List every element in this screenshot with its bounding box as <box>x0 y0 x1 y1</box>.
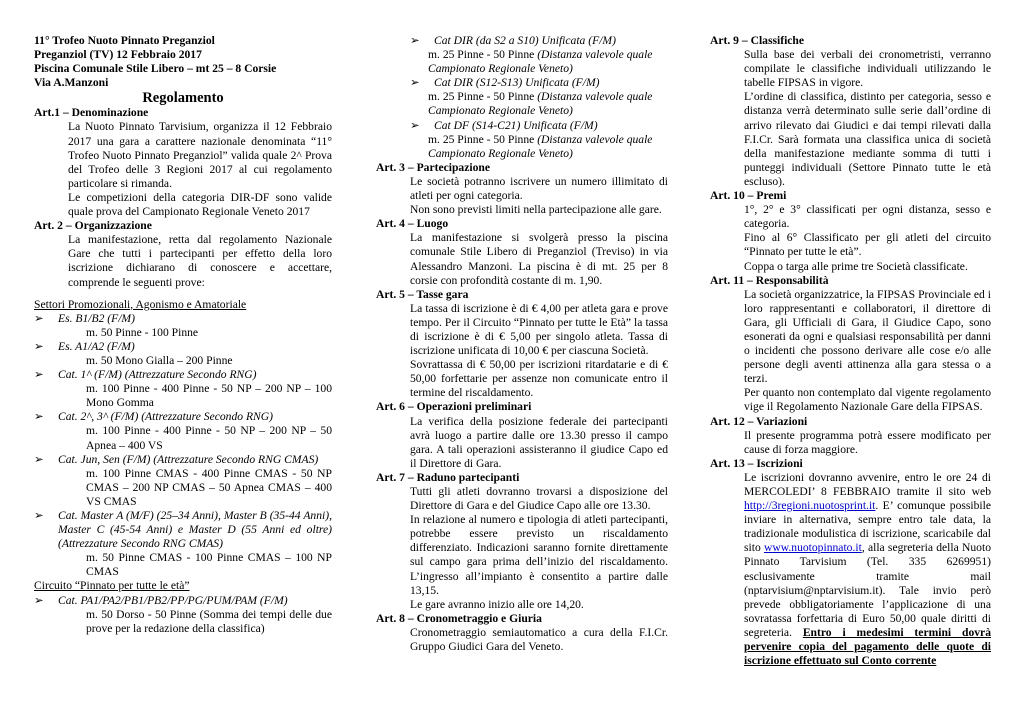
events-text: m. 25 Pinne - 50 Pinne <box>428 48 535 62</box>
art13-paragraph-1 <box>744 471 991 668</box>
nuotopinnato-link[interactable]: www.nuotopinnato.it <box>764 541 862 555</box>
arrow-bullet-icon: ➢ <box>34 339 44 353</box>
art5-heading: Art. 5 – Tasse gara <box>376 287 469 301</box>
category-events: m. 50 Pinne - 100 Pinne <box>86 325 199 339</box>
category-label: Es. B1/B2 (F/M) <box>58 311 135 325</box>
iscrizioni-text-c: , alla segreteria della Nuoto Pinnato Tarvisium (Tel. 335 6269951) esclusivamente tramite mail (nptarvisium@nptarvisium.it). Tale invio però prevede obbligatoriamente l’applicazione di una sovratassa forfettaria di Euro 50,00 quale diritti di segreteria. <box>744 541 991 639</box>
category-label: Cat. PA1/PA2/PB1/PB2/PP/PG/PUM/PAM (F/M) <box>58 593 288 607</box>
arrow-bullet-icon: ➢ <box>34 311 44 325</box>
events-text: m. 25 Pinne - 50 Pinne <box>428 90 535 104</box>
category-label: Cat. Master A (M/F) (25–34 Anni), Master B (35-44 Anni), Master C (45-54 Anni) e Master D (55 Anni ed oltre)(Attrezzature Secondo RNG CMAS) <box>58 509 332 551</box>
art10-heading: Art. 10 – Premi <box>710 189 787 203</box>
arrow-bullet-icon: ➢ <box>34 593 44 607</box>
arrow-bullet-icon: ➢ <box>410 76 420 90</box>
art4-paragraph-1: La manifestazione si svolgerà presso la piscina comunale Stile Libero di Preganziol (Treviso) in via Alessandro Manzoni. La piscina è di mt. 25 per 8 corsie con profondità costante di m. 1,90. <box>410 231 668 287</box>
column-2 <box>376 34 668 654</box>
arrow-bullet-icon: ➢ <box>410 34 420 47</box>
art10-paragraph-1: 1°, 2° e 3° classificati per ogni distanza, sesso e categoria. <box>744 203 991 231</box>
category-label: Cat. Jun, Sen (F/M) (Attrezzature Secondo RNG CMAS) <box>58 452 319 466</box>
art8-paragraph-1: Cronometraggio semiautomatico a cura della F.I.Cr. Gruppo Giudici Gara del Veneto. <box>410 625 668 654</box>
art7-paragraph-2: In relazione al numero e tipologia di atleti partecipanti, potrebbe essere previsto un riscaldamento differenziato. Indicazioni saranno fornite direttamente sul campo gara prima dell’inizio del riscaldamento. L’ingresso all’impianto è consentito a partire dalle 13,15. <box>410 513 668 597</box>
header-line-4: Via A.Manzoni <box>34 76 109 90</box>
events-note: (Distanza valevole quale Campionato Regionale Veneto) <box>428 132 653 160</box>
category-label: Cat. 2^, 3^ (F/M) (Attrezzature Secondo RNG) <box>58 410 273 424</box>
category-label: Cat DF (S14-C21) Unificata (F/M) <box>434 118 598 132</box>
section-promozionali: Settori Promozionali, Agonismo e Amatoriale <box>34 297 247 311</box>
list-item <box>34 594 332 608</box>
art3-paragraph-2: Non sono previsti limiti nella partecipazione alle gare. <box>410 203 662 217</box>
art11-paragraph-2: Per quanto non contemplato dal vigente regolamento vige il Regolamento Nazionale Gare della FIPSAS. <box>744 386 991 414</box>
category-label: Es. A1/A2 (F/M) <box>58 339 135 353</box>
iscrizioni-website-link[interactable]: http://3regioni.nuotosprint.it <box>744 499 876 513</box>
art10-paragraph-3: Coppa o targa alle prime tre Società classificate. <box>744 259 968 273</box>
art13-heading: Art. 13 – Iscrizioni <box>710 456 803 470</box>
art5-paragraph-2: Sovrattassa di € 50,00 per iscrizioni ritardatarie e di € 50,00 forfettarie per assenze non comunicate entro il termine del riscaldamento. <box>410 358 668 400</box>
category-label: Cat DIR (da S2 a S10) Unificata (F/M) <box>434 34 616 47</box>
category-label: Cat DIR (S12-S13) Unificata (F/M) <box>434 76 600 90</box>
section-circuito: Circuito “Pinnato per tutte le età” <box>34 579 190 593</box>
art8-heading: Art. 8 – Cronometraggio e Giuria <box>376 611 542 625</box>
arrow-bullet-icon: ➢ <box>34 410 44 424</box>
list-item <box>34 340 332 354</box>
category-label: Cat. 1^ (F/M) (Attrezzature Secondo RNG) <box>58 368 257 382</box>
art7-paragraph-1: Tutti gli atleti dovranno trovarsi a disposizione del Direttore di Gara e del Giudice Capo alle ore 13.30. <box>410 485 668 513</box>
list-item <box>410 119 668 133</box>
iscrizioni-text-d: Entro i medesimi termini dovrà pervenire copia del pagamento delle quote di iscrizione effettuato sul Conto corrente <box>744 625 991 668</box>
arrow-bullet-icon: ➢ <box>34 452 44 466</box>
art6-paragraph-1: La verifica della posizione federale dei partecipanti avrà luogo a partire dalle ore 13.30 presso il campo gara. A tali operazioni assisteranno il giudice Capo ed il Direttore di Gara. <box>410 414 668 470</box>
art11-heading: Art. 11 – Responsabilità <box>710 273 829 287</box>
list-item <box>34 368 332 382</box>
arrow-bullet-icon: ➢ <box>34 509 44 522</box>
list-item <box>34 312 332 326</box>
art1-paragraph-2: Le competizioni della categoria DIR-DF sono valide quale prova del Campionato Regionale Veneto 2017 <box>68 190 332 219</box>
list-item <box>410 34 668 48</box>
category-events: m. 50 Dorso - 50 Pinne (Somma dei tempi delle due prove per la redazione della classifica) <box>86 607 332 635</box>
list-item <box>410 76 668 90</box>
art10-paragraph-2: Fino al 6° Classificato per gli atleti del circuito “Pinnato per tutte le età”. <box>744 231 991 259</box>
list-item <box>34 509 332 551</box>
art2-paragraph-1: La manifestazione, retta dal regolamento Nazionale Gare che tutti i partecipanti per effetto della loro iscrizione dichiarano di conoscere e accettare, comprende le seguenti prove: <box>68 233 332 289</box>
column-1 <box>34 34 332 636</box>
list-item <box>34 410 332 424</box>
events-text: m. 25 Pinne - 50 Pinne <box>428 132 535 146</box>
art7-heading: Art. 7 – Raduno partecipanti <box>376 470 520 484</box>
arrow-bullet-icon: ➢ <box>410 118 420 132</box>
art2-heading: Art. 2 – Organizzazione <box>34 219 152 233</box>
header-line-1: 11° Trofeo Nuoto Pinnato Preganziol <box>34 34 215 47</box>
category-events <box>428 90 668 118</box>
art6-heading: Art. 6 – Operazioni preliminari <box>376 400 532 414</box>
page-title: Regolamento <box>142 90 224 107</box>
art9-heading: Art. 9 – Classifiche <box>710 34 805 47</box>
art9-paragraph-1: Sulla base dei verbali dei cronometristi, verranno compilate le classifiche individuali utilizzando le tabelle FIPSAS in vigore. <box>744 48 991 90</box>
art5-paragraph-1: La tassa di iscrizione è di € 4,00 per atleta gara e prove tempo. Per il Circuito “Pinnato per tutte le Età” la tassa di iscrizione è di € 5,00 per singolo atleta. Tassa di iscrizione unificata di 10,00 € per ciascuna Società. <box>410 301 668 358</box>
category-events: m. 100 Pinne - 400 Pinne - 50 NP – 200 NP – 50 Apnea – 400 VS <box>86 424 332 452</box>
arrow-bullet-icon: ➢ <box>34 368 44 382</box>
category-events <box>428 133 668 161</box>
category-events: m. 100 Pinne - 400 Pinne - 50 NP – 200 NP – 100 Mono Gomma <box>86 382 332 410</box>
art12-paragraph-1: Il presente programma potrà essere modificato per cause di forza maggiore. <box>744 428 991 456</box>
category-events: m. 50 Mono Gialla – 200 Pinne <box>86 353 233 367</box>
iscrizioni-text-b: . E’ comunque possibile inviare in alternativa, sempre entro tale data, la tradizionale modulistica di iscrizione, scaricabile dal sito <box>744 499 991 555</box>
header-line-3: Piscina Comunale Stile Libero – mt 25 – 8 Corsie <box>34 62 277 76</box>
category-events: m. 50 Pinne CMAS - 100 Pinne CMAS – 100 NP CMAS <box>86 551 332 579</box>
art3-heading: Art. 3 – Partecipazione <box>376 160 490 174</box>
art7-paragraph-3: Le gare avranno inizio alle ore 14,20. <box>410 597 584 611</box>
art4-heading: Art. 4 – Luogo <box>376 217 449 231</box>
list-item <box>34 453 332 467</box>
column-3 <box>710 34 991 668</box>
events-note: (Distanza valevole quale Campionato Regionale Veneto) <box>428 48 653 76</box>
art3-paragraph-1: Le società potranno iscrivere un numero illimitato di atleti per ogni categoria. <box>410 174 668 203</box>
spacer <box>68 290 332 298</box>
header-line-2: Preganziol (TV) 12 Febbraio 2017 <box>34 48 202 62</box>
category-events: m. 100 Pinne CMAS - 400 Pinne CMAS - 50 NP CMAS – 200 NP CMAS – 50 Apnea CMAS – 400 VS CMAS <box>86 466 332 508</box>
events-note: (Distanza valevole quale Campionato Regionale Veneto) <box>428 90 653 118</box>
art9-paragraph-2: L’ordine di classifica, distinto per categoria, sesso e distanza verrà determinato sulle serie dall’ordine di arrivo rilevato dai Giudici e dai tempi rilevati dalla F.I.Cr. Sarà formata una classifica unica di società della manifestazione mediante somma di tutti i punteggi individuali (Settore Pinnato tutte le età escluso). <box>744 90 991 188</box>
category-events <box>428 48 668 76</box>
art1-heading: Art.1 – Denominazione <box>34 106 149 120</box>
art12-heading: Art. 12 – Variazioni <box>710 414 808 428</box>
art1-paragraph-1: La Nuoto Pinnato Tarvisium, organizza il 12 Febbraio 2017 una gara a carattere nazionale denominata “11° Trofeo Nuoto Pinnato Preganziol” valida quale 2^ Prova del Trofeo delle 3 Regioni 2017 al cui regolamento particolare si rimanda. <box>68 120 332 190</box>
iscrizioni-text-a: Le iscrizioni dovranno avvenire, entro le ore 24 di MERCOLEDI’ 8 FEBBRAIO tramite il sito web <box>744 470 991 498</box>
art11-paragraph-1: La società organizzatrice, la FIPSAS Provinciale ed i loro rappresentanti e collaboratori, il direttore di Gara, gli Ufficiali di Gara, il Giudice Capo, sono esonerati da ogni e qualsiasi responsabilità per danni o incidenti che possono derivare alle cose e/o alle persone degli aventi attinenza alla gara stessa o a terzi. <box>744 287 991 386</box>
